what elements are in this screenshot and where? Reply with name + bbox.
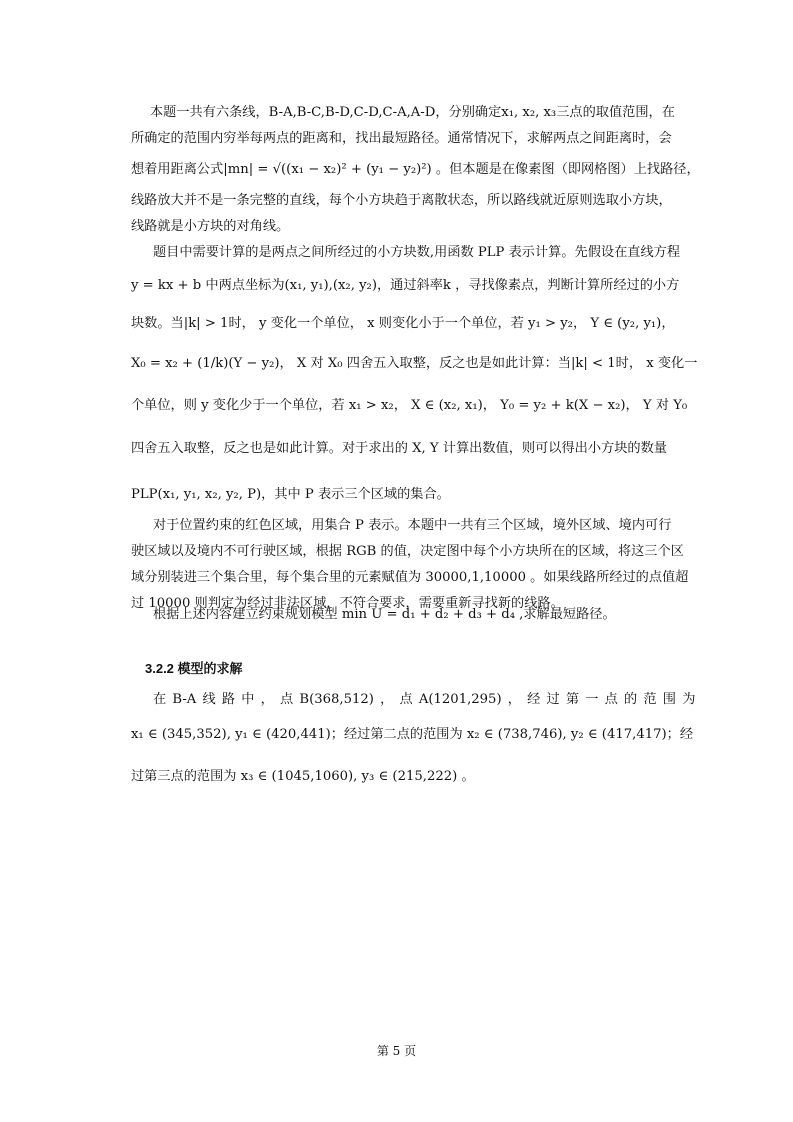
- section-heading: 3.2.2 模型的求解: [145, 661, 243, 676]
- text-line: 驶区域以及境内不可行驶区域，根据 RGB 的值，决定图中每个小方块所在的区域，将这三个区: [131, 544, 684, 559]
- text-line: 题目中需要计算的是两点之间所经过的小方块数,用函数 PLP 表示计算。先假设在直线方程: [153, 245, 681, 260]
- distance-formula-line: 想着用距离公式|mn| = √((x₁ − x₂)² + (y₁ − y₂)²) 。但本题是在像素图（即网格图）上找路径，: [131, 162, 700, 177]
- text-line: y = kx + b 中两点坐标为(x₁, y₁),(x₂, y₂)，通过斜率k ，寻找像素点，判断计算所经过的小方: [131, 278, 680, 293]
- text-line: 四舍五入取整，反之也是如此计算。对于求出的 X, Y 计算出数值，则可以得出小方块的数量: [131, 441, 667, 456]
- fraction-formula-line: X₀ = x₂ + (1/k)(Y − y₂)， X 对 X₀ 四舍五入取整，反之也是如此计算：当|k| < 1时， x 变化一: [131, 356, 698, 371]
- paragraph-plp-function: [131, 240, 698, 518]
- text-line: 线路放大并不是一条完整的直线，每个小方块趋于离散状态，所以路线就近原则选取小方块，: [131, 193, 672, 208]
- text-line: 域分别装进三个集合里，每个集合里的元素赋值为 30000,1,10000 。如果线路所经过的点值超: [131, 570, 689, 585]
- text-line: 过 10000 则判定为经过非法区域，不符合要求，需要重新寻找新的线路。: [131, 596, 564, 611]
- range-formula-line: 过第三点的范围为 x₃ ∈ (1045,1060), y₃ ∈ (215,222) 。: [131, 769, 475, 784]
- paragraph-solution: [131, 687, 696, 797]
- paragraph-model: [131, 602, 675, 628]
- model-formula-line: 根据上述内容建立约束规划模型 min U = d₁ + d₂ + d₃ + d₄ ,求解最短路径。: [153, 607, 616, 622]
- text-line: 在 B-A 线 路 中 ， 点 B(368,512) ， 点 A(1201,295) ， 经 过 第 一 点 的 范 围 为: [153, 692, 696, 707]
- page-number: 第 5 页: [376, 1044, 417, 1058]
- range-formula-line: x₁ ∈ (345,352), y₁ ∈ (420,441)；经过第二点的范围为 x₂ ∈ (738,746), y₂ ∈ (417,417)；经: [131, 727, 694, 742]
- text-line: 线路就是小方块的对角线。: [131, 219, 290, 234]
- text-line: 所确定的范围内穷举每两点的距离和，找出最短路径。通常情况下，求解两点之间距离时，会: [131, 131, 672, 146]
- plp-formula-line: PLP(x₁, y₁, x₂, y₂, P)，其中 P 表示三个区域的集合。: [131, 487, 450, 502]
- paragraph-route-overview: [131, 100, 700, 240]
- text-line: 本题一共有六条线，B-A,B-C,B-D,C-D,C-A,A-D，分别确定x₁, x₂, x₃三点的取值范围，在: [150, 105, 675, 120]
- text-line: 块数。当|k| > 1时， y 变化一个单位， x 则变化小于一个单位，若 y₁ > y₂， Y ∈ (y₂, y₁)，: [131, 316, 675, 331]
- text-line: 对于位置约束的红色区域，用集合 P 表示。本题中一共有三个区域，境外区域、境内可行: [153, 518, 672, 533]
- text-line: 个单位，则 y 变化少于一个单位，若 x₁ > x₂， X ∈ (x₂, x₁)， Y₀ = y₂ + k(X − x₂)， Y 对 Y₀: [131, 398, 688, 413]
